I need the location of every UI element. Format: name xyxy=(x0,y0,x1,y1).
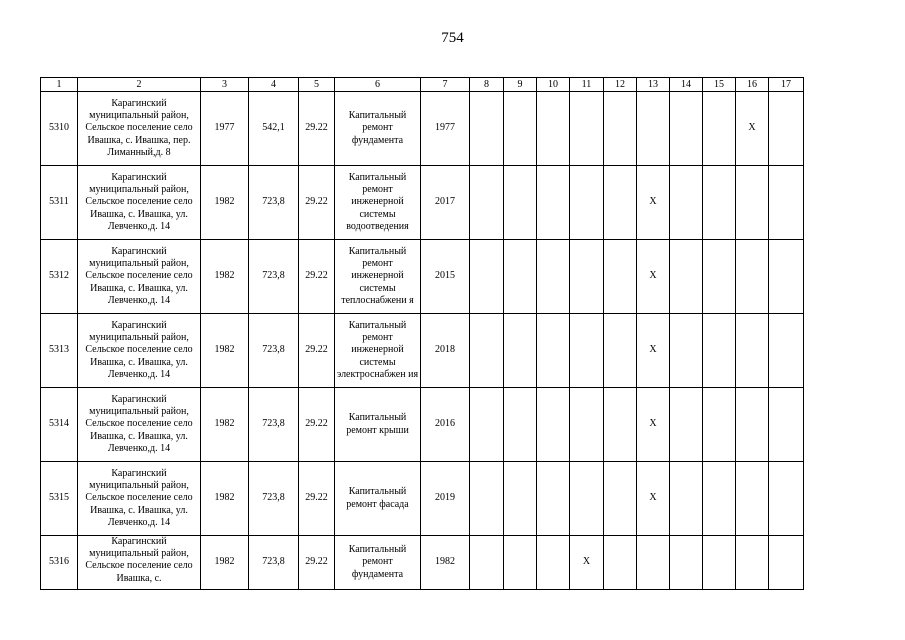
mark-cell xyxy=(537,388,570,462)
rate-cell: 29.22 xyxy=(299,462,335,536)
mark-cell xyxy=(604,536,637,590)
mark-cell xyxy=(537,240,570,314)
work-type-cell: Капитальный ремонт инженерной системы теплоснабжени я xyxy=(335,240,421,314)
row-id-cell: 5312 xyxy=(41,240,78,314)
work-type-cell: Капитальный ремонт фундамента xyxy=(335,536,421,590)
address-cell xyxy=(78,166,201,240)
mark-cell xyxy=(504,92,537,166)
area-cell: 723,8 xyxy=(249,314,299,388)
mark-cell: X xyxy=(637,240,670,314)
mark-cell xyxy=(604,388,637,462)
table-row xyxy=(41,166,804,240)
mark-cell xyxy=(537,536,570,590)
year-built-cell: 1982 xyxy=(201,462,249,536)
mark-cell xyxy=(570,92,604,166)
mark-cell: X xyxy=(637,388,670,462)
mark-cell xyxy=(470,462,504,536)
area-cell: 542,1 xyxy=(249,92,299,166)
column-number-cell: 7 xyxy=(421,78,470,92)
work-type-cell: Капитальный ремонт инженерной системы водоотведения xyxy=(335,166,421,240)
mark-cell xyxy=(670,166,703,240)
work-type-cell: Капитальный ремонт инженерной системы электроснабжен ия xyxy=(335,314,421,388)
rate-cell: 29.22 xyxy=(299,536,335,590)
column-number-cell: 5 xyxy=(299,78,335,92)
mark-cell xyxy=(537,166,570,240)
column-number-cell: 12 xyxy=(604,78,637,92)
mark-cell xyxy=(604,166,637,240)
mark-cell xyxy=(736,314,769,388)
year-built-cell: 1982 xyxy=(201,314,249,388)
mark-cell xyxy=(703,240,736,314)
work-year-cell: 2019 xyxy=(421,462,470,536)
mark-cell xyxy=(570,314,604,388)
year-built-cell: 1982 xyxy=(201,388,249,462)
mark-cell xyxy=(470,314,504,388)
mark-cell xyxy=(504,462,537,536)
table-row xyxy=(41,536,804,590)
address-text: Карагинский муниципальный район, Сельское поселение село Ивашка, с. xyxy=(85,536,193,584)
mark-cell xyxy=(769,314,804,388)
mark-cell xyxy=(637,92,670,166)
mark-cell xyxy=(504,240,537,314)
column-number-cell: 3 xyxy=(201,78,249,92)
table-row xyxy=(41,240,804,314)
mark-cell xyxy=(670,92,703,166)
mark-cell xyxy=(504,388,537,462)
rate-cell: 29.22 xyxy=(299,314,335,388)
mark-cell: X xyxy=(637,462,670,536)
year-built-cell: 1982 xyxy=(201,166,249,240)
mark-cell: X xyxy=(736,92,769,166)
address-text: Карагинский муниципальный район, Сельское поселение село Ивашка, с. Ивашка, ул. Левченко,д. 14 xyxy=(85,245,193,306)
address-text: Карагинский муниципальный район, Сельское поселение село Ивашка, с. Ивашка, ул. Левченко,д. 14 xyxy=(85,393,193,454)
registry-table xyxy=(40,77,804,590)
year-built-cell: 1977 xyxy=(201,92,249,166)
mark-cell xyxy=(736,166,769,240)
mark-cell xyxy=(736,240,769,314)
mark-cell xyxy=(570,166,604,240)
page-number: 754 xyxy=(441,30,464,46)
mark-cell xyxy=(570,388,604,462)
area-cell: 723,8 xyxy=(249,462,299,536)
work-year-cell: 1982 xyxy=(421,536,470,590)
column-number-cell: 1 xyxy=(41,78,78,92)
column-number-cell: 11 xyxy=(570,78,604,92)
address-cell xyxy=(78,314,201,388)
address-cell xyxy=(78,92,201,166)
column-number-cell: 17 xyxy=(769,78,804,92)
address-cell xyxy=(78,388,201,462)
mark-cell xyxy=(769,92,804,166)
mark-cell xyxy=(470,536,504,590)
mark-cell xyxy=(570,462,604,536)
column-number-row xyxy=(41,78,804,92)
mark-cell xyxy=(470,240,504,314)
mark-cell: X xyxy=(637,314,670,388)
mark-cell xyxy=(504,314,537,388)
mark-cell xyxy=(470,388,504,462)
mark-cell xyxy=(769,166,804,240)
mark-cell xyxy=(604,92,637,166)
mark-cell xyxy=(670,240,703,314)
rate-cell: 29.22 xyxy=(299,166,335,240)
column-number-cell: 4 xyxy=(249,78,299,92)
work-year-cell: 2016 xyxy=(421,388,470,462)
mark-cell xyxy=(769,240,804,314)
mark-cell xyxy=(736,462,769,536)
mark-cell xyxy=(604,314,637,388)
mark-cell xyxy=(604,240,637,314)
area-cell: 723,8 xyxy=(249,388,299,462)
table-body xyxy=(41,78,804,590)
mark-cell xyxy=(537,92,570,166)
year-built-cell: 1982 xyxy=(201,536,249,590)
row-id-cell: 5311 xyxy=(41,166,78,240)
address-text: Карагинский муниципальный район, Сельское поселение село Ивашка, с. Ивашка, ул. Левченко,д. 14 xyxy=(85,319,193,380)
work-type-cell: Капитальный ремонт фасада xyxy=(335,462,421,536)
mark-cell xyxy=(736,536,769,590)
column-number-cell: 10 xyxy=(537,78,570,92)
address-cell xyxy=(78,536,201,590)
area-cell: 723,8 xyxy=(249,536,299,590)
mark-cell xyxy=(769,536,804,590)
row-id-cell: 5315 xyxy=(41,462,78,536)
work-year-cell: 2017 xyxy=(421,166,470,240)
column-number-cell: 6 xyxy=(335,78,421,92)
mark-cell xyxy=(703,388,736,462)
address-text: Карагинский муниципальный район, Сельское поселение село Ивашка, с. Ивашка, пер. Лиманный,д. 8 xyxy=(85,97,193,158)
column-number-cell: 16 xyxy=(736,78,769,92)
mark-cell xyxy=(703,166,736,240)
mark-cell xyxy=(736,388,769,462)
column-number-cell: 14 xyxy=(670,78,703,92)
mark-cell xyxy=(703,462,736,536)
mark-cell xyxy=(504,536,537,590)
row-id-cell: 5313 xyxy=(41,314,78,388)
mark-cell xyxy=(703,92,736,166)
column-number-cell: 9 xyxy=(504,78,537,92)
table-row xyxy=(41,388,804,462)
table-row xyxy=(41,462,804,536)
mark-cell xyxy=(470,166,504,240)
row-id-cell: 5314 xyxy=(41,388,78,462)
mark-cell xyxy=(570,240,604,314)
mark-cell xyxy=(769,462,804,536)
rate-cell: 29.22 xyxy=(299,388,335,462)
work-year-cell: 2018 xyxy=(421,314,470,388)
work-type-cell: Капитальный ремонт фундамента xyxy=(335,92,421,166)
address-cell xyxy=(78,240,201,314)
mark-cell: X xyxy=(637,166,670,240)
address-text: Карагинский муниципальный район, Сельское поселение село Ивашка, с. Ивашка, ул. Левченко,д. 14 xyxy=(85,467,193,528)
mark-cell xyxy=(670,314,703,388)
column-number-cell: 13 xyxy=(637,78,670,92)
mark-cell xyxy=(470,92,504,166)
mark-cell xyxy=(769,388,804,462)
work-type-cell: Капитальный ремонт крыши xyxy=(335,388,421,462)
table-row xyxy=(41,314,804,388)
address-cell xyxy=(78,462,201,536)
mark-cell xyxy=(604,462,637,536)
work-year-cell: 1977 xyxy=(421,92,470,166)
mark-cell xyxy=(637,536,670,590)
column-number-cell: 2 xyxy=(78,78,201,92)
rate-cell: 29.22 xyxy=(299,92,335,166)
area-cell: 723,8 xyxy=(249,166,299,240)
year-built-cell: 1982 xyxy=(201,240,249,314)
address-text: Карагинский муниципальный район, Сельское поселение село Ивашка, с. Ивашка, ул. Левченко,д. 14 xyxy=(85,171,193,232)
column-number-cell: 8 xyxy=(470,78,504,92)
row-id-cell: 5310 xyxy=(41,92,78,166)
mark-cell xyxy=(504,166,537,240)
mark-cell xyxy=(670,536,703,590)
mark-cell xyxy=(537,462,570,536)
rate-cell: 29.22 xyxy=(299,240,335,314)
row-id-cell: 5316 xyxy=(41,536,78,590)
area-cell: 723,8 xyxy=(249,240,299,314)
table-row xyxy=(41,92,804,166)
work-year-cell: 2015 xyxy=(421,240,470,314)
mark-cell: X xyxy=(570,536,604,590)
mark-cell xyxy=(703,536,736,590)
mark-cell xyxy=(537,314,570,388)
mark-cell xyxy=(703,314,736,388)
mark-cell xyxy=(670,462,703,536)
column-number-cell: 15 xyxy=(703,78,736,92)
mark-cell xyxy=(670,388,703,462)
